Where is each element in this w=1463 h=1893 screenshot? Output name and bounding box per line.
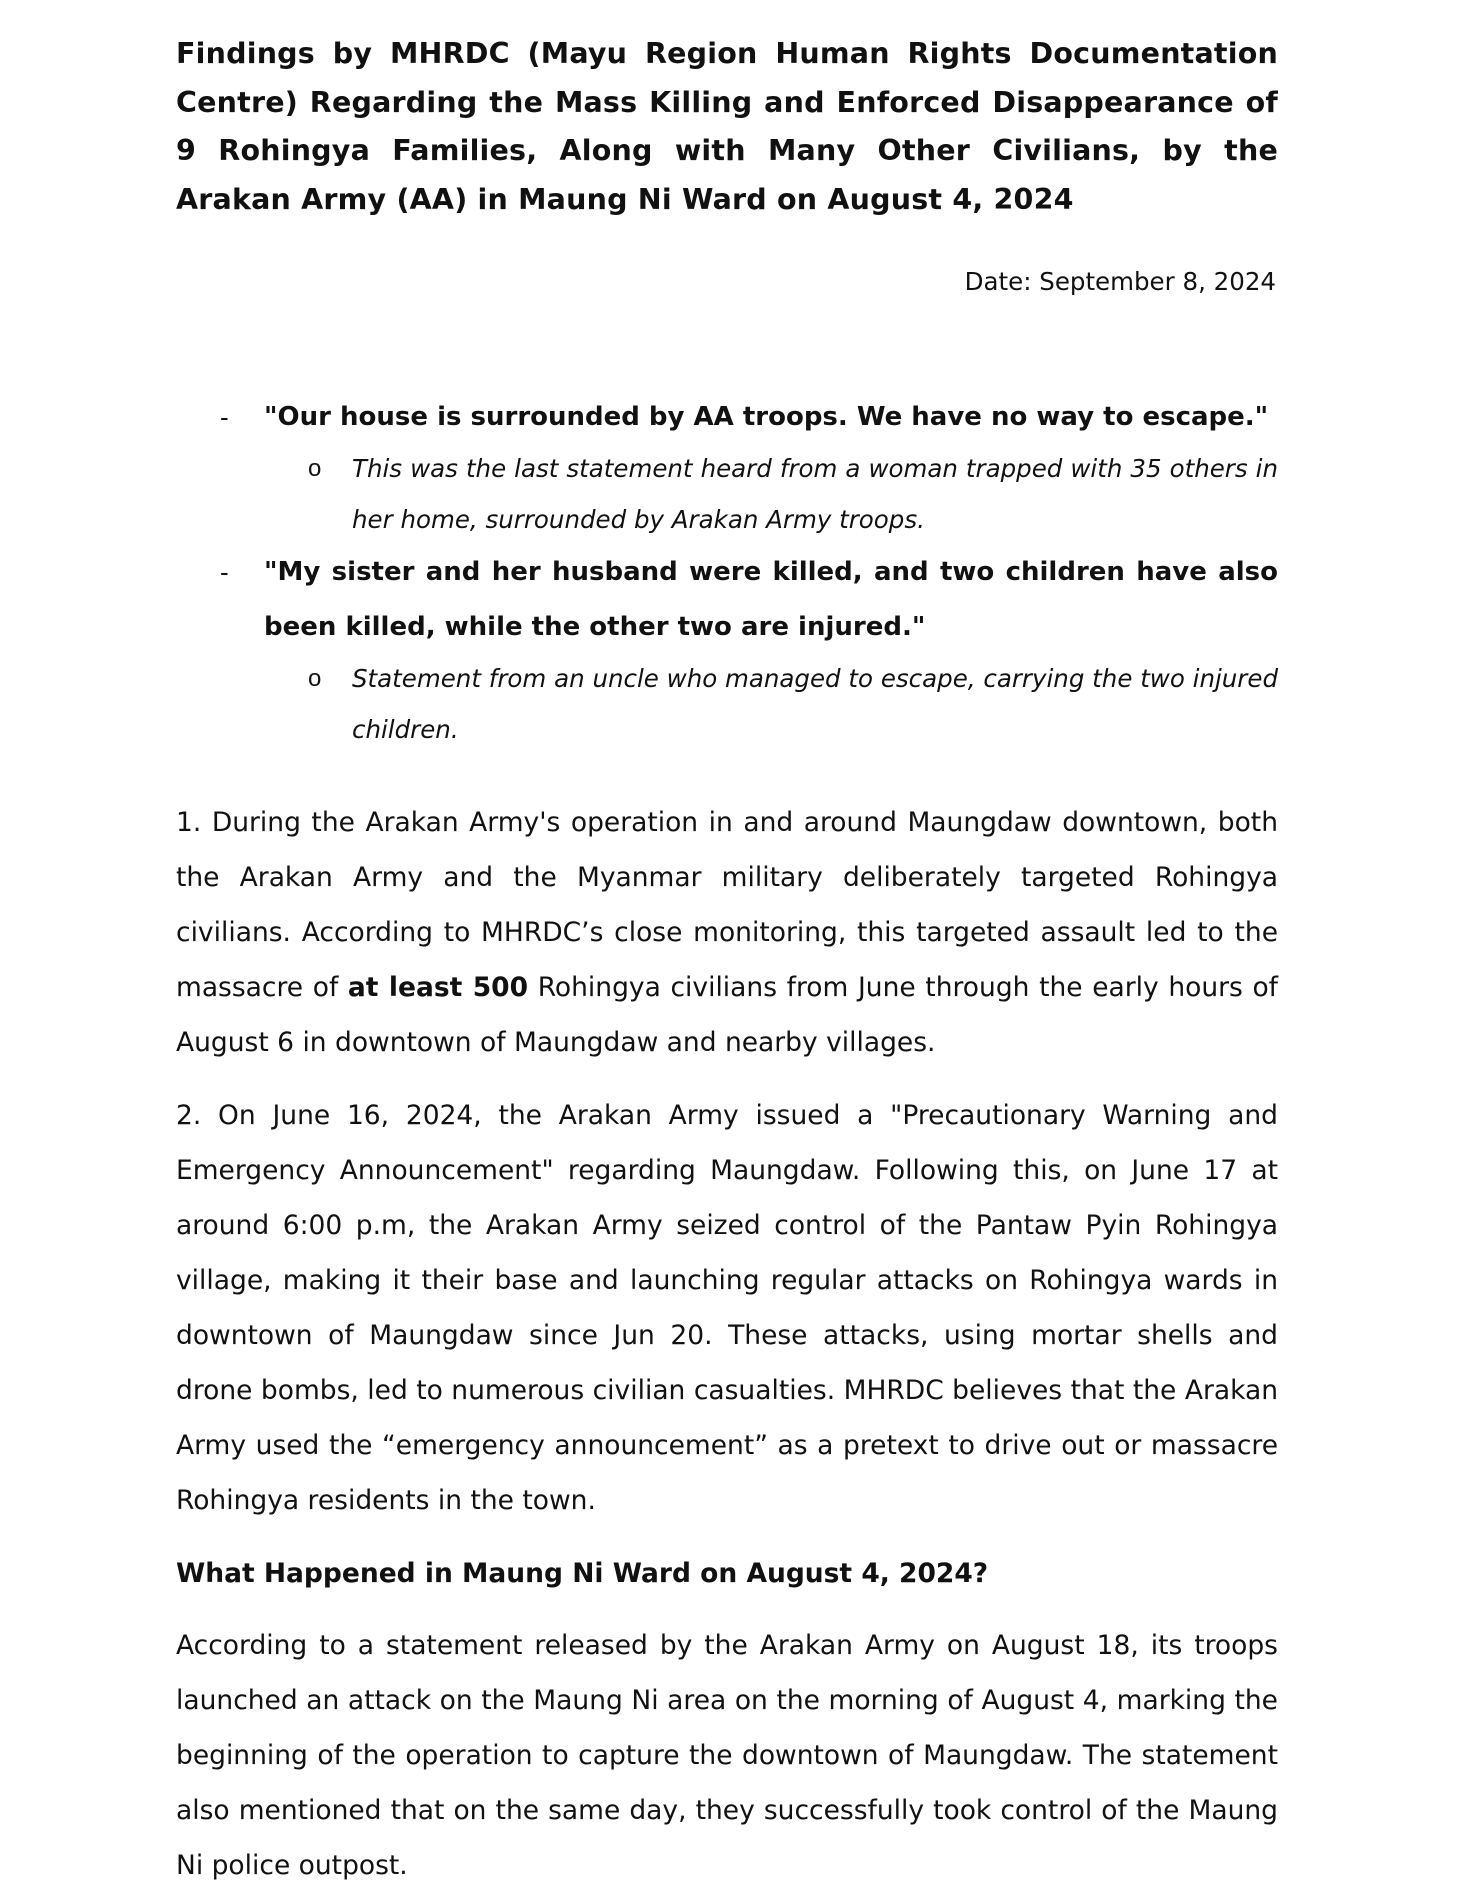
section-heading: What Happened in Maung Ni Ward on August 4, 2024? [176,1558,989,1589]
document-title: Findings by MHRDC (Mayu Region Human Rights Documentation Centre) Regarding the Mass Killing and Enforced Disappearance of 9 Rohingya Families, Along with Many Other Civilians, by the Arakan Army (AA) in Maung Ni Ward on August 4, 2024 [176,37,1278,216]
quote-item [176,390,1278,445]
document-date: Date: September 8, 2024 [964,267,1276,296]
paragraph-1-bold-figure: at least 500 [347,972,529,1003]
quote-note [176,653,1278,755]
circle-bullet: o [308,455,322,482]
quotes-list [176,390,1278,1893]
quote-text: "Our house is surrounded by AA troops. We have no way to escape." [264,402,1269,432]
quote-note-text: Statement from an uncle who managed to escape, carrying the two injured children. [352,664,1278,744]
paragraph-3: According to a statement released by the Arakan Army on August 18, its troops launched an attack on the Maung Ni area on the morning of August 4, marking the beginning of the operation to capture the downtown of Maungdaw. The statement also mentioned that on the same day, they successfully took control of the Maung Ni police outpost. [176,1630,1278,1881]
quote-note-text: This was the last statement heard from a woman trapped with 35 others in her home, surrounded by Arakan Army troops. [352,454,1278,534]
quote-item [176,545,1278,655]
dash-bullet: - [220,557,229,587]
quote-text: "My sister and her husband were killed, and two children have also been killed, while the other two are injured." [264,557,1278,642]
quote-note [176,443,1278,545]
document-page [176,30,1279,1881]
dash-bullet: - [220,402,229,432]
circle-bullet: o [308,665,322,692]
paragraph-1-text-start: 1. During the Arakan Army's operation in and around Maungdaw downtown, both the Arakan Army and the Myanmar military deliberately targeted Rohingya civilians. According to MHRDC’s close monitoring, this targeted assault led to the massacre of [176,807,1278,1003]
paragraph-1-text-end: Rohingya civilians from June through the early hours of August 6 in downtown of Maungdaw and nearby villages. [176,972,1279,1058]
paragraph-1 [176,795,1278,1070]
paragraph-2: 2. On June 16, 2024, the Arakan Army issued a "Precautionary Warning and Emergency Announcement" regarding Maungdaw. Following this, on June 17 at around 6:00 p.m, the Arakan Army seized control of the Pantaw Pyin Rohingya village, making it their base and launching regular attacks on Rohingya wards in downtown of Maungdaw since Jun 20. These attacks, using mortar shells and drone bombs, led to numerous civilian casualties. MHRDC believes that the Arakan Army used the “emergency announcement” as a pretext to drive out or massacre Rohingya residents in the town. [176,1100,1278,1516]
